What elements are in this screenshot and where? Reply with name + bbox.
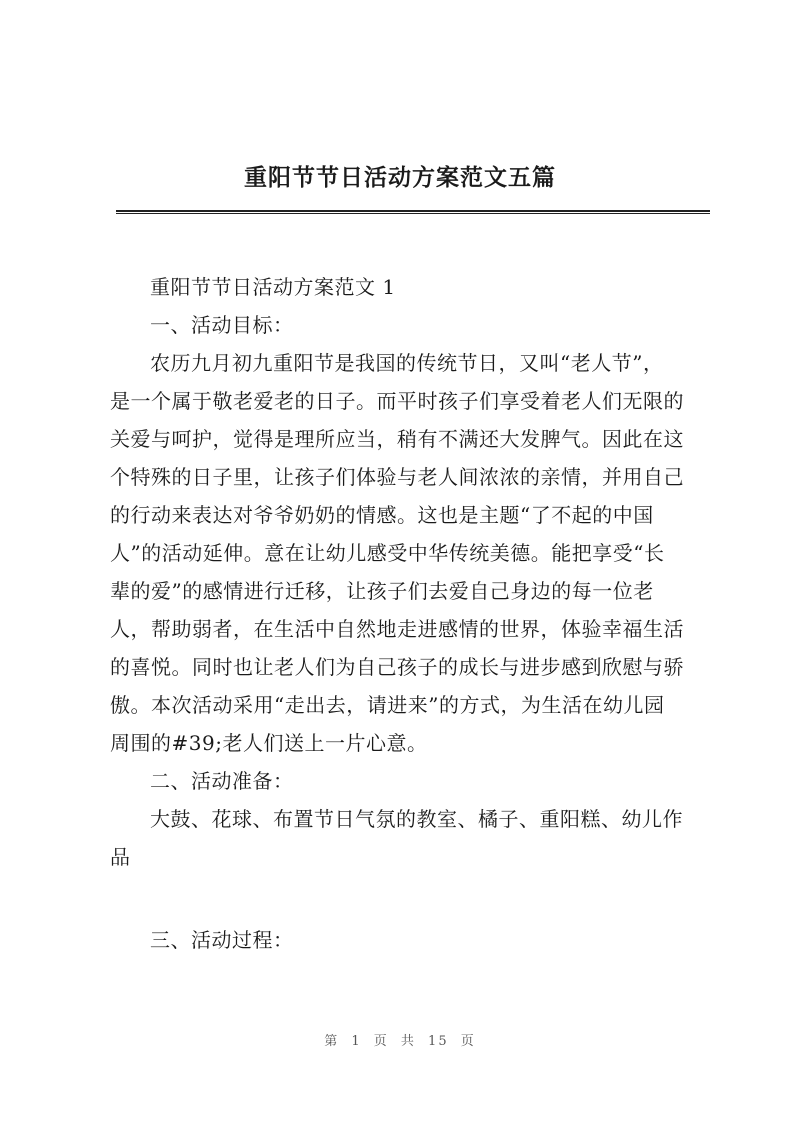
paragraph-line: 个特殊的日子里，让孩子们体验与老人间浓浓的亲情，并用自己 [110,465,684,489]
title-underline [116,210,710,214]
paragraph-line: 大鼓、花球、布置节日气氛的教室、橘子、重阳糕、幼儿作 [150,807,683,831]
paragraph-line: 周围的#39;老人们送上一片心意。 [110,731,428,755]
paragraph-line: 农历九月初九重阳节是我国的传统节日，又叫“老人节”， [150,351,664,375]
paragraph-line: 辈的爱”的感情进行迁移，让孩子们去爱自己身边的每一位老 [110,579,654,603]
paragraph-line: 人”的活动延伸。意在让幼儿感受中华传统美德。能把享受“长 [110,541,665,565]
document-body [110,268,710,959]
subheading-goal: 一、活动目标： [150,313,294,337]
paragraph-line: 人，帮助弱者，在生活中自然地走进感情的世界，体验幸福生活 [110,617,684,641]
paragraph-line: 关爱与呵护，觉得是理所应当，稍有不满还大发脾气。因此在这 [110,427,684,451]
subheading-preparation: 二、活动准备： [150,769,294,793]
section-heading: 重阳节节日活动方案范文 1 [150,275,396,299]
paragraph-line: 傲。本次活动采用“走出去，请进来”的方式，为生活在幼儿园 [110,693,665,717]
paragraph-line: 是一个属于敬老爱老的日子。而平时孩子们享受着老人们无限的 [110,389,684,413]
page-number-label: 第 1 页 共 15 页 [324,1034,476,1049]
paragraph-line: 的喜悦。同时也让老人们为自己孩子的成长与进步感到欣慰与骄 [110,655,684,679]
paragraph-line: 的行动来表达对爷爷奶奶的情感。这也是主题“了不起的中国 [110,503,654,527]
spacer [110,876,710,921]
page-footer [0,1030,800,1049]
paragraph-line: 品 [110,845,131,869]
document-title: 重阳节节日活动方案范文五篇 [244,164,556,191]
subheading-process: 三、活动过程： [150,928,294,952]
